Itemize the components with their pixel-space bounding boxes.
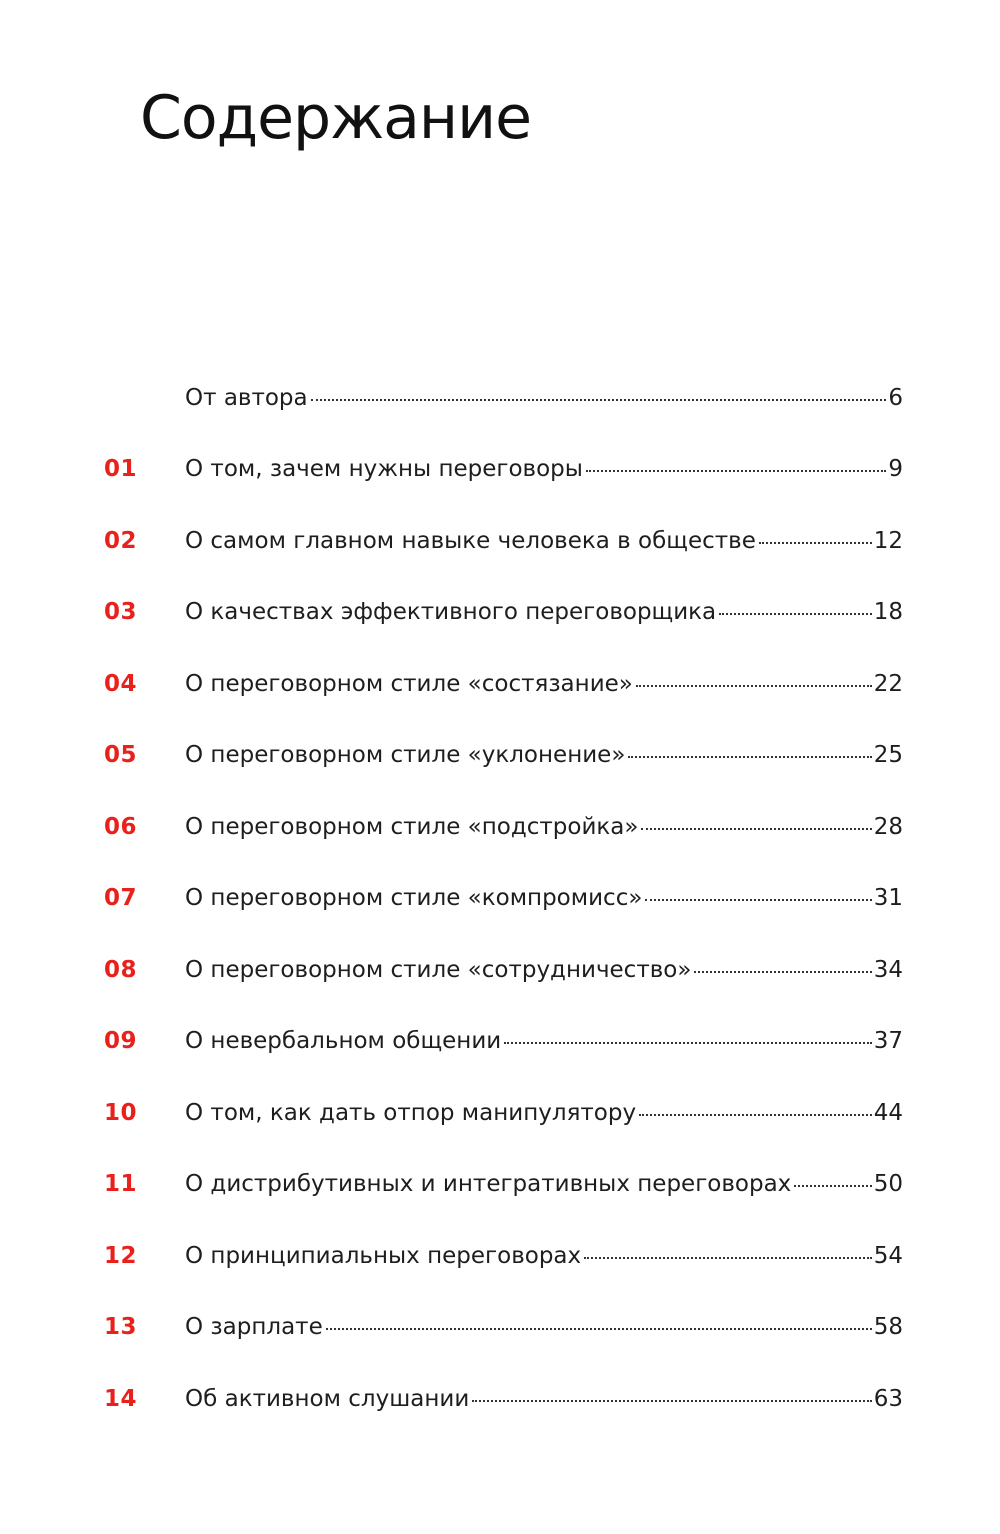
toc-entry [185,957,903,983]
chapter-title: О переговорном стиле «состязание» [185,670,633,697]
page-number: 31 [873,885,903,912]
chapter-title: О невербальном общении [185,1028,502,1055]
chapter-title: От автора [185,384,308,411]
chapter-title: Об активном слушании [185,1385,470,1412]
page-number: 22 [873,670,903,697]
chapter-title: О зарплате [185,1314,323,1341]
dot-leader [641,828,871,830]
toc-row[interactable] [0,1220,1000,1292]
chapter-title: О том, как дать отпор манипулятору [185,1099,637,1126]
page-number: 58 [873,1314,903,1341]
page-number: 44 [873,1099,903,1126]
toc-entry [185,742,903,768]
toc-entry [185,1386,903,1412]
chapter-title: О самом главном навыке человека в обществе [185,527,756,554]
toc-row[interactable] [0,720,1000,792]
chapter-number: 11 [104,1171,138,1198]
page-number: 63 [873,1385,903,1412]
dot-leader [586,470,886,472]
toc-row[interactable] [0,791,1000,863]
dot-leader [694,971,871,973]
chapter-number: 03 [104,599,138,626]
table-of-contents [0,362,1000,1435]
toc-entry [185,671,903,697]
chapter-title: О принципиальных переговорах [185,1242,582,1269]
dot-leader [504,1042,872,1044]
toc-entry [185,1100,903,1126]
dot-leader [719,613,872,615]
toc-row[interactable] [0,1077,1000,1149]
toc-row[interactable] [0,362,1000,434]
chapter-title: О переговорном стиле «уклонение» [185,742,626,769]
dot-leader [326,1328,872,1330]
toc-entry [185,1243,903,1269]
chapter-number: 10 [104,1099,138,1126]
toc-entry [185,385,903,411]
toc-row[interactable] [0,1149,1000,1221]
toc-row[interactable] [0,648,1000,720]
page-number: 50 [873,1171,903,1198]
chapter-number: 07 [104,885,138,912]
toc-row[interactable] [0,434,1000,506]
toc-entry [185,814,903,840]
dot-leader [584,1257,872,1259]
toc-row[interactable] [0,863,1000,935]
chapter-number: 14 [104,1385,138,1412]
toc-row[interactable] [0,934,1000,1006]
chapter-number: 01 [104,456,138,483]
page-number: 37 [873,1028,903,1055]
chapter-title: О качествах эффективного переговорщика [185,599,717,626]
chapter-number: 09 [104,1028,138,1055]
chapter-number: 02 [104,527,138,554]
chapter-number: 13 [104,1314,138,1341]
chapter-number: 08 [104,956,138,983]
page-number: 9 [888,456,903,483]
dot-leader [628,756,871,758]
toc-entry [185,456,903,482]
page-number: 28 [873,813,903,840]
chapter-title: О дистрибутивных и интегративных переговорах [185,1171,792,1198]
toc-row[interactable] [0,577,1000,649]
dot-leader [759,542,872,544]
toc-row[interactable] [0,1006,1000,1078]
page-number: 25 [873,742,903,769]
toc-entry [185,528,903,554]
page-number: 6 [888,384,903,411]
dot-leader [639,1114,872,1116]
dot-leader [311,399,887,401]
chapter-title: О том, зачем нужны переговоры [185,456,583,483]
chapter-number: 04 [104,670,138,697]
toc-row[interactable] [0,1363,1000,1435]
page-number: 34 [873,956,903,983]
toc-row[interactable] [0,505,1000,577]
chapter-number: 12 [104,1242,138,1269]
page-title: Содержание [140,83,532,153]
dot-leader [794,1185,871,1187]
chapter-title: О переговорном стиле «компромисс» [185,885,643,912]
dot-leader [472,1400,871,1402]
dot-leader [636,685,872,687]
chapter-number: 05 [104,742,138,769]
toc-row[interactable] [0,1292,1000,1364]
toc-entry [185,1028,903,1054]
chapter-title: О переговорном стиле «сотрудничество» [185,956,692,983]
chapter-number: 06 [104,813,138,840]
page-number: 12 [873,527,903,554]
toc-entry [185,1171,903,1197]
toc-entry [185,1314,903,1340]
page-number: 54 [873,1242,903,1269]
page-number: 18 [873,599,903,626]
dot-leader [645,899,871,901]
toc-entry [185,885,903,911]
chapter-title: О переговорном стиле «подстройка» [185,813,639,840]
toc-entry [185,599,903,625]
